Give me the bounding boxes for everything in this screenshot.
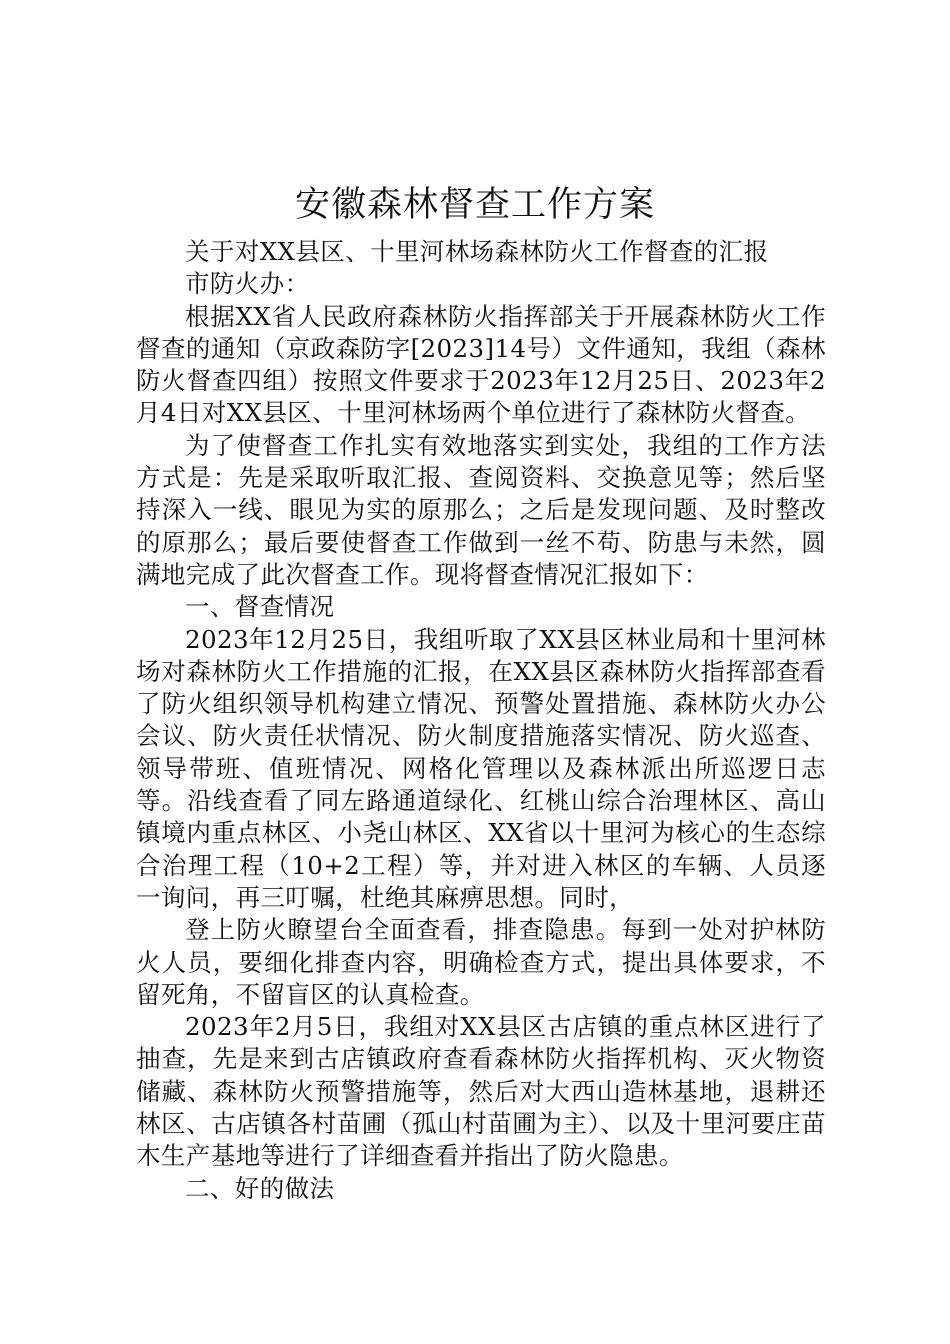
section-heading: 一、督查情况 <box>185 592 335 622</box>
paragraph: 根据XX省人民政府森林防火指挥部关于开展森林防火工作督查的通知（京政森防字[2023]14号）文件通知，我组（森林防火督查四组）按照文件要求于2023年12月25日、2023年2月4日对XX县区、十里河林场两个单位进行了森林防火督查。 <box>136 301 826 428</box>
section-heading: 二、好的做法 <box>185 1173 335 1203</box>
paragraph: 2023年12月25日，我组听取了XX县区林业局和十里河林场对森林防火工作措施的汇报，在XX县区森林防火指挥部查看了防火组织领导机构建立情况、预警处置措施、森林防火办公会议、防火责任状情况、防火制度措施落实情况、防火巡查、领导带班、值班情况、网格化管理以及森林派出所巡逻日志等。沿线查看了同左路通道绿化、红桃山综合治理林区、高山镇境内重点林区、小尧山林区、XX省以十里河为核心的生态综合治理工程（10+2工程）等，并对进入林区的车辆、人员逐一询问，再三叮嘱，杜绝其麻痹思想。同时， <box>136 624 826 912</box>
addressee: 市防火办： <box>185 269 310 299</box>
document-body <box>136 236 826 1205</box>
report-heading: 关于对XX县区、十里河林场森林防火工作督查的汇报 <box>185 237 769 266</box>
paragraph: 2023年2月5日，我组对XX县区古店镇的重点林区进行了抽查，先是来到古店镇政府查看森林防火指挥机构、灭火物资储藏、森林防火预警措施等，然后对大西山造林基地，退耕还林区、古店镇各村苗圃（孤山村苗圃为主）、以及十里河要庄苗木生产基地等进行了详细查看并指出了防火隐患。 <box>136 1012 826 1171</box>
document-title: 安徽森林督查工作方案 <box>294 185 655 225</box>
paragraph: 为了使督查工作扎实有效地落实到实处，我组的工作方法方式是：先是采取听取汇报、查阅资料、交换意见等；然后坚持深入一线、眼见为实的原那么；之后是发现问题、及时整改的原那么；最后要使督查工作做到一丝不苟、防患与未然，圆满地完成了此次督查工作。现将督查情况汇报如下： <box>136 430 826 589</box>
paragraph: 登上防火瞭望台全面查看，排查隐患。每到一处对护林防火人员，要细化排查内容，明确检查方式，提出具体要求，不留死角，不留盲区的认真检查。 <box>136 915 826 1009</box>
